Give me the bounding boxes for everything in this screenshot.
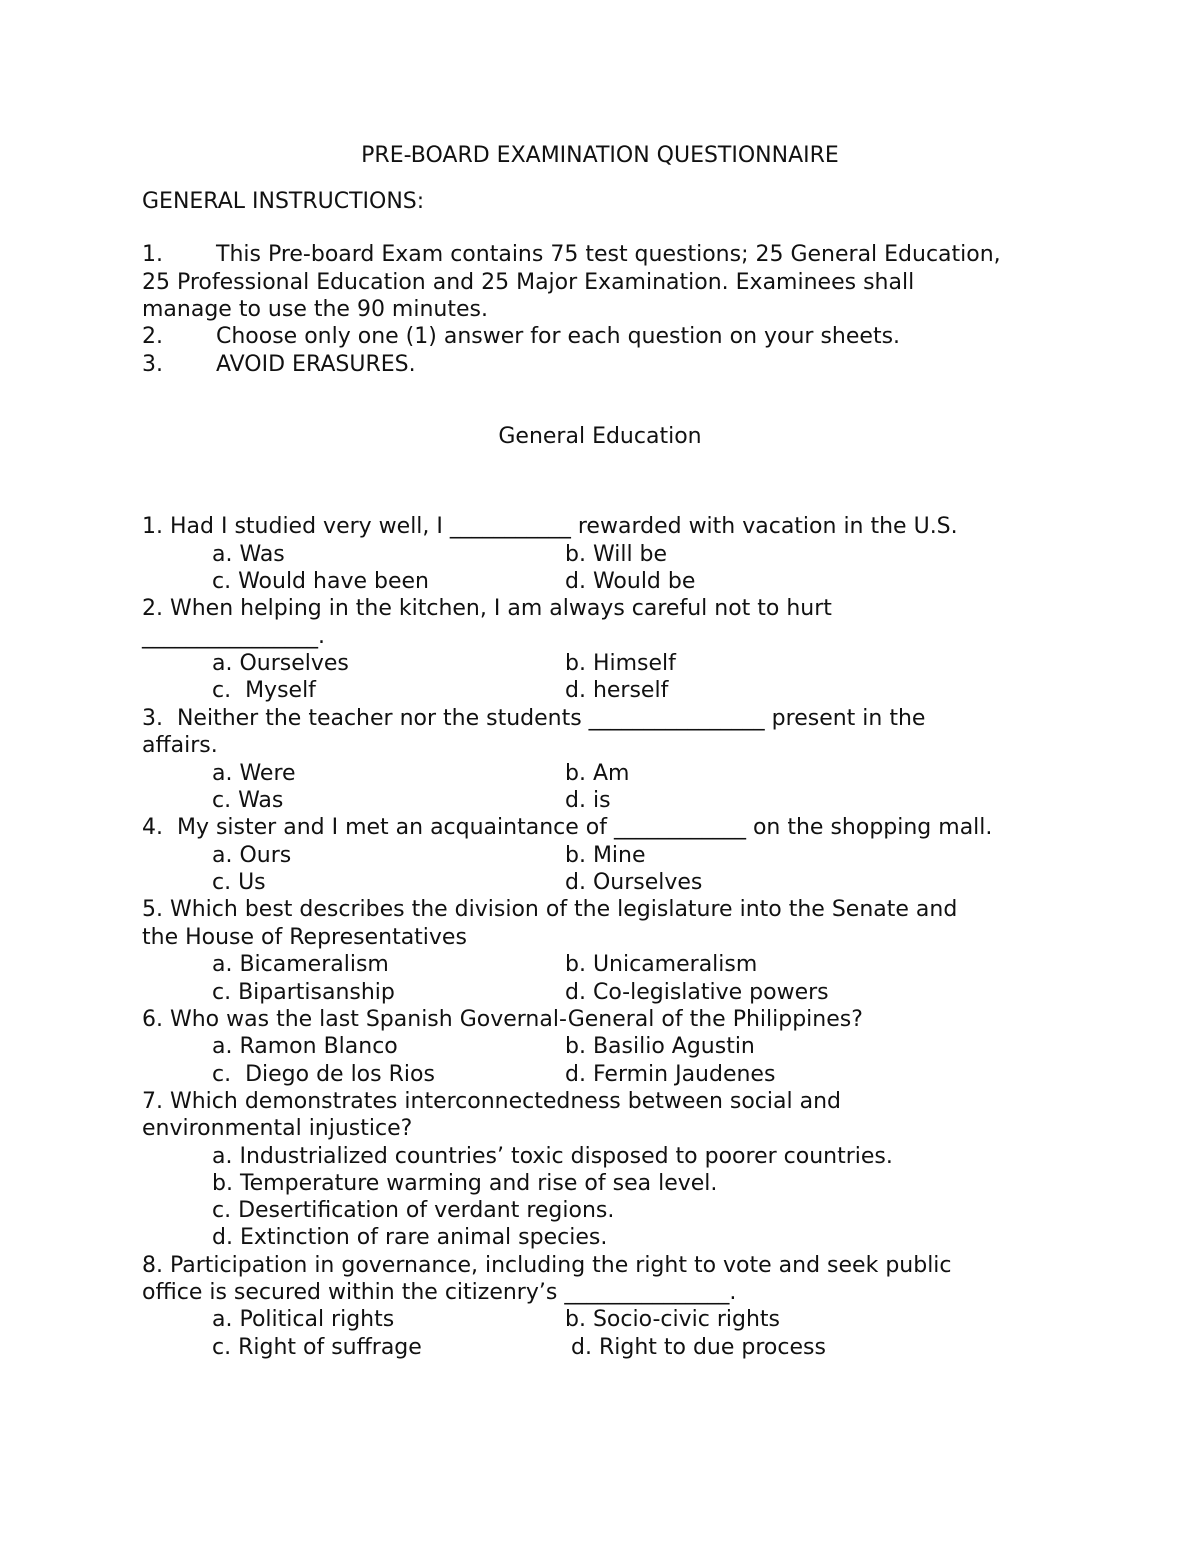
instruction-text: manage to use the 90 minutes. xyxy=(142,297,488,322)
answer-option: a. Political rights xyxy=(212,1307,395,1332)
section-title: General Education xyxy=(498,424,702,449)
instruction-item xyxy=(142,241,1001,269)
answer-option: d. herself xyxy=(565,678,669,703)
answer-option: b. Himself xyxy=(565,651,676,676)
answer-option: d. Fermin Jaudenes xyxy=(565,1062,776,1087)
answer-option: c. Was xyxy=(212,788,284,813)
question-text: 7. Which demonstrates interconnectedness between social and xyxy=(142,1089,841,1114)
answer-option: a. Were xyxy=(212,761,296,786)
answer-option: b. Mine xyxy=(565,843,646,868)
answer-option: c. Diego de los Rios xyxy=(212,1062,435,1087)
answer-option: c. Us xyxy=(212,870,266,895)
answer-option: c. Desertification of verdant regions. xyxy=(212,1198,615,1223)
answer-option: b. Will be xyxy=(565,542,668,567)
answer-option: b. Temperature warming and rise of sea level. xyxy=(212,1171,718,1196)
answer-option: c. Would have been xyxy=(212,569,429,594)
answer-option: d. is xyxy=(565,788,611,813)
question-text: office is secured within the citizenry’s _______________. xyxy=(142,1280,737,1305)
question-text: environmental injustice? xyxy=(142,1116,413,1141)
instruction-text: AVOID ERASURES. xyxy=(216,352,416,377)
answer-option: c. Bipartisanship xyxy=(212,980,395,1005)
instruction-item xyxy=(142,323,900,351)
answer-option: d. Would be xyxy=(565,569,696,594)
question-text: 2. When helping in the kitchen, I am always careful not to hurt xyxy=(142,596,832,621)
instruction-item xyxy=(142,351,416,379)
answer-option: a. Ours xyxy=(212,843,292,868)
instruction-text: 25 Professional Education and 25 Major Examination. Examinees shall xyxy=(142,270,915,295)
answer-option: a. Was xyxy=(212,542,285,567)
answer-option: b. Am xyxy=(565,761,630,786)
answer-option: b. Socio-civic rights xyxy=(565,1307,780,1332)
answer-option: d. Ourselves xyxy=(565,870,703,895)
question-text: 6. Who was the last Spanish Governal-General of the Philippines? xyxy=(142,1007,863,1032)
instruction-text: Choose only one (1) answer for each question on your sheets. xyxy=(216,324,901,349)
instruction-number: 1. xyxy=(142,242,163,267)
question-text: the House of Representatives xyxy=(142,925,467,950)
question-text: affairs. xyxy=(142,733,218,758)
answer-option: c. Myself xyxy=(212,678,316,703)
question-text: 3. Neither the teacher nor the students ________________ present in the xyxy=(142,706,926,731)
answer-option: b. Unicameralism xyxy=(565,952,758,977)
page-title: PRE-BOARD EXAMINATION QUESTIONNAIRE xyxy=(361,143,839,168)
answer-option: d. Extinction of rare animal species. xyxy=(212,1225,608,1250)
answer-option: a. Ourselves xyxy=(212,651,349,676)
question-text: ________________. xyxy=(142,624,325,649)
instruction-number: 2. xyxy=(142,324,163,349)
answer-option: d. Co-legislative powers xyxy=(565,980,829,1005)
answer-option: a. Industrialized countries’ toxic disposed to poorer countries. xyxy=(212,1144,893,1169)
answer-option: c. Right of suffrage xyxy=(212,1335,422,1360)
question-text: 4. My sister and I met an acquaintance of ____________ on the shopping mall. xyxy=(142,815,993,840)
question-text: 1. Had I studied very well, I ___________ rewarded with vacation in the U.S. xyxy=(142,514,958,539)
question-text: 5. Which best describes the division of the legislature into the Senate and xyxy=(142,897,958,922)
instruction-number: 3. xyxy=(142,352,163,377)
answer-option: b. Basilio Agustin xyxy=(565,1034,755,1059)
instruction-text: This Pre-board Exam contains 75 test questions; 25 General Education, xyxy=(216,242,1001,267)
instructions-heading: GENERAL INSTRUCTIONS: xyxy=(142,189,425,214)
answer-option: d. Right to due process xyxy=(571,1335,826,1360)
answer-option: a. Ramon Blanco xyxy=(212,1034,398,1059)
answer-option: a. Bicameralism xyxy=(212,952,389,977)
question-text: 8. Participation in governance, including the right to vote and seek public xyxy=(142,1253,952,1278)
